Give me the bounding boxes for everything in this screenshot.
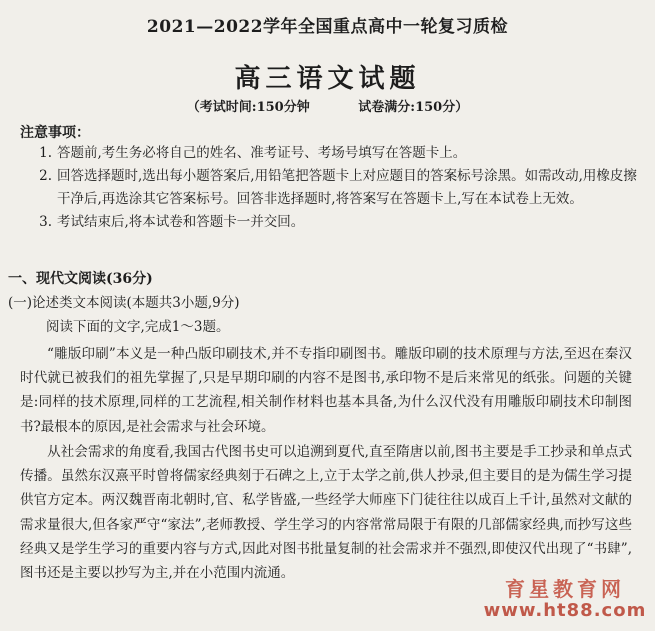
exam-time: （考试时间:150分钟 [186,100,310,115]
article-paragraph-2 [20,440,632,585]
article-paragraph-1-text: “雕版印刷”本义是一种凸版印刷技术,并不专指印刷图书。雕版印刷的技术原理与方法,至迟在秦汉时代就已被我们的祖先掌握了,只是早期印刷的内容不是图书,承印物不是后来常见的纸张。问题的关键是:同样的技术原理,同样的工艺流程,相关制作材料也基本具备,为什么汉代没有用雕版印刷技术印制图书?最根本的原因,是社会需求与社会环境。 [20,346,632,435]
notice-item-number: 1. [39,145,52,161]
reading-instruction: 阅读下面的文字,完成1～3题。 [46,319,230,335]
exam-score: 试卷满分:150分） [358,100,469,115]
notice-heading: 注意事项： [20,125,90,141]
notice-item [20,211,640,234]
watermark-url: www.ht88.com [483,600,647,621]
notice-item-number: 3. [39,214,52,230]
exam-name: 2021—2022学年全国重点高中一轮复习质检 [146,17,509,37]
exam-meta [0,96,655,115]
notice-item-text: 回答选择题时,选出每小题答案后,用铅笔把答题卡上对应题目的答案标号涂黑。如需改动,用橡皮擦干净后,再选涂其它答案标号。回答非选择题时,将答案写在答题卡上,写在本试卷上无效。 [57,168,637,207]
notice-item-text: 答题前,考生务必将自己的姓名、准考证号、考场号填写在答题卡上。 [57,145,467,161]
section-title: 一、现代文阅读(36分) [8,271,153,287]
subsection-title: (一)论述类文本阅读(本题共3小题,9分) [8,295,240,311]
notice-item-number: 2. [39,168,52,184]
notice-item-text: 考试结束后,将本试卷和答题卡一并交回。 [57,214,305,230]
notice-item [20,165,640,211]
watermark-logo [480,578,650,622]
notice-item [20,142,640,165]
notice-list [20,142,640,234]
article-paragraph-1 [20,342,632,439]
watermark-name: 育星教育网 [505,577,625,601]
page-title: 高三语文试题 [234,64,421,94]
article-paragraph-2-text: 从社会需求的角度看,我国古代图书史可以追溯到夏代,直至隋唐以前,图书主要是手工抄录和单点式传播。虽然东汉熹平时曾将儒家经典刻于石碑之上,立于太学之前,供人抄录,但主要目的是为儒生学习提供官方定本。两汉魏晋南北朝时,官、私学皆盛,一些经学大师座下门徒往往以成百上千计,虽然对文献的需求量很大,但各家严守“家法”,老师教授、学生学习的内容常常局限于有限的几部儒家经典,而抄写这些经典又是学生学习的重要内容与方式,因此对图书批量复制的社会需求并不强烈,即使汉代出现了“书肆”,图书还是主要以抄写为主,并在小范围内流通。 [20,444,632,582]
